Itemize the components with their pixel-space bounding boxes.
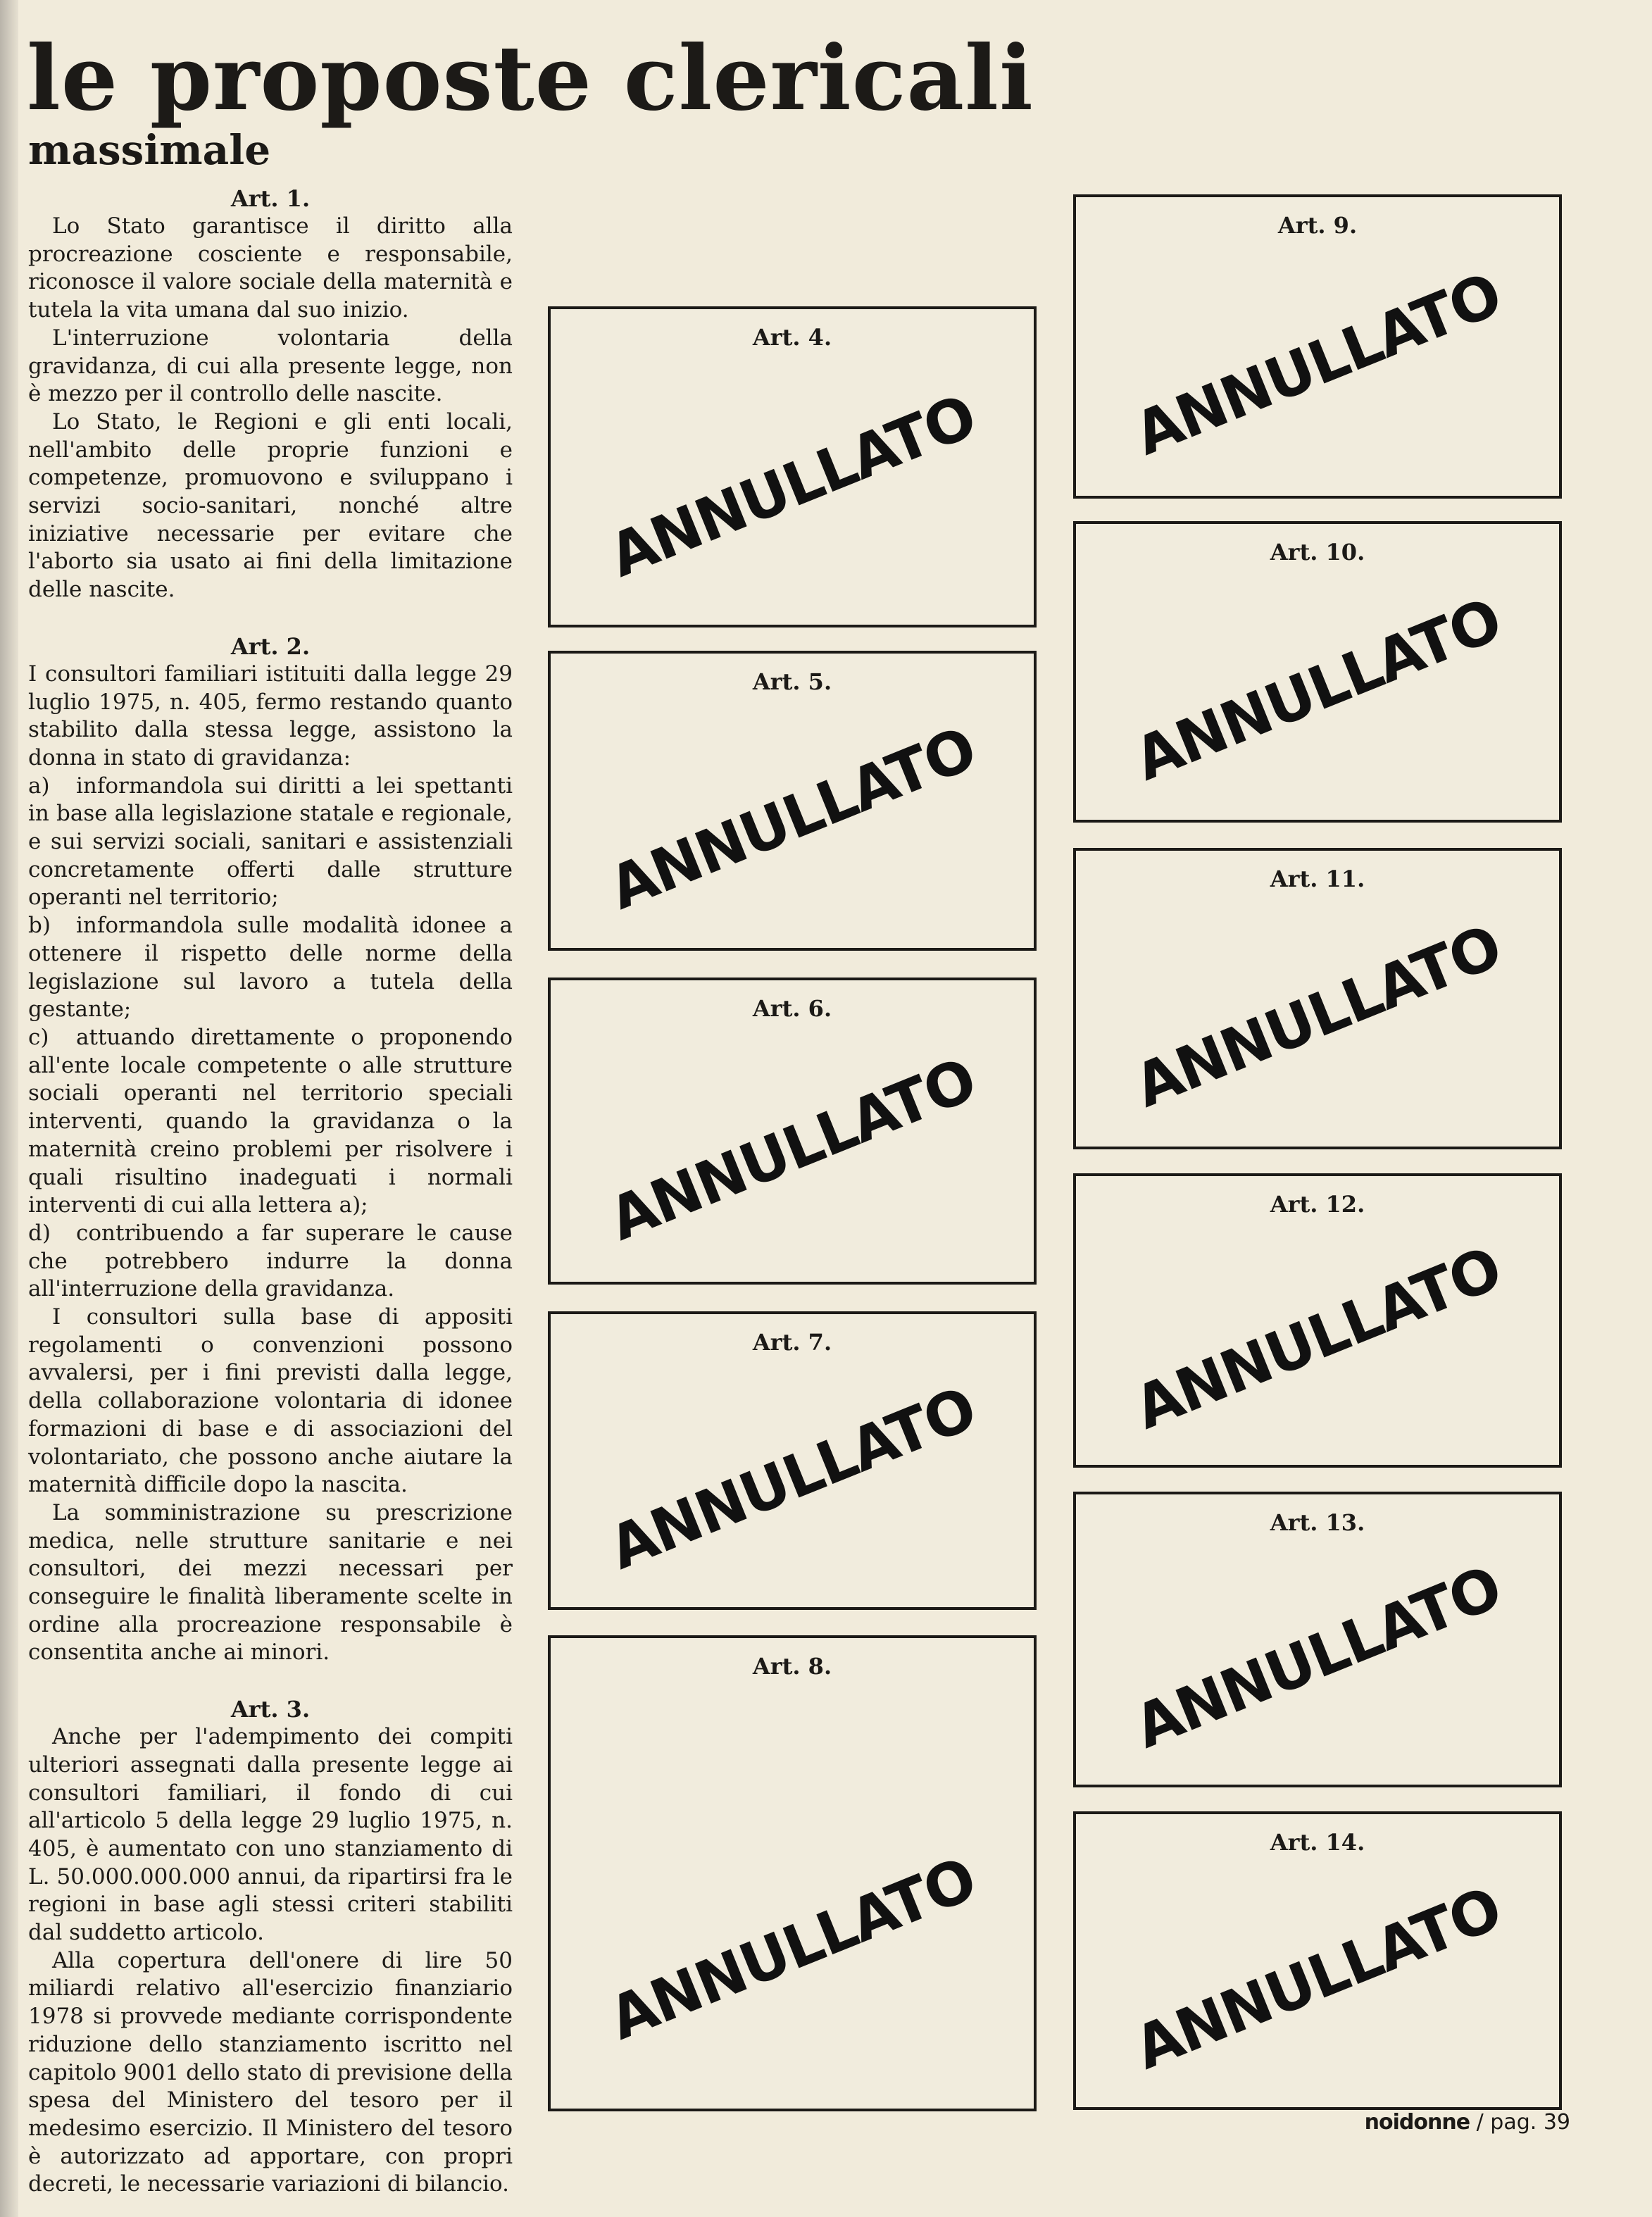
annullato-stamp: ANNULLATO <box>599 381 985 591</box>
annullato-stamp: ANNULLATO <box>1125 911 1510 1121</box>
article-heading-1: Art. 1. <box>230 185 311 212</box>
list-letter: a) <box>28 773 50 799</box>
annulled-article-box <box>548 1635 1037 2111</box>
article-2-intro: I consultori familiari istituiti dalla legge 29 luglio 1975, n. 405, fermo restando quanto stabilito dalla stessa legge, assistono la donna in stato di gravidanza: <box>28 661 513 770</box>
article-1-paragraph: L'interruzione volontaria della gravidanza, di cui alla presente legge, non è mezzo per il controllo delle nascite. <box>28 325 513 407</box>
article-2-item-c <box>28 1024 513 1220</box>
annulled-article-box <box>548 1311 1037 1610</box>
article-2-paragraph: La somministrazione su prescrizione medica, nelle strutture sanitarie e nei consultori, dei mezzi necessari per conseguire le finalità liberamente scelte in ordine alla procreazione responsabile è consentita anche ai minori. <box>28 1499 513 1666</box>
annulled-article-box <box>1073 848 1562 1149</box>
box-heading: Art. 5. <box>752 668 832 695</box>
annullato-stamp: ANNULLATO <box>599 713 985 923</box>
annullato-stamp: ANNULLATO <box>1125 259 1510 469</box>
annullato-stamp: ANNULLATO <box>1125 1873 1510 2083</box>
list-letter: b) <box>28 913 51 939</box>
annullato-stamp: ANNULLATO <box>1125 1233 1510 1443</box>
box-heading: Art. 7. <box>752 1329 832 1356</box>
article-3-paragraph: Anche per l'adempimento dei compiti ulteriori assegnati dalla presente legge ai consultori familiari, il fondo di cui all'articolo 5 della legge 29 luglio 1975, n. 405, è aumentato con uno stanziamento di L. 50.000.000.000 annui, da ripartirsi fra le regioni in base agli stessi criteri stabiliti dal suddetto articolo. <box>28 1724 513 1946</box>
box-heading: Art. 8. <box>752 1653 832 1680</box>
magazine-name: noidonne <box>1364 2110 1470 2135</box>
list-letter: d) <box>28 1220 51 1246</box>
box-heading: Art. 14. <box>1270 1829 1365 1856</box>
list-text: informandola sui diritti a lei spettanti in base alla legislazione statale e regionale, e sui servizi sociali, sanitari e assistenziali concretamente offerti dalle strutture operanti nel territorio; <box>28 773 513 911</box>
list-text: contribuendo a far superare le cause che potrebbero indurre la donna all'interruzione della gravidanza. <box>28 1220 513 1302</box>
article-2-item-a <box>28 773 513 913</box>
annulled-article-box <box>1073 194 1562 499</box>
list-text: attuando direttamente o proponendo all'ente locale competente o alle strutture sociali operanti nel territorio speciali interventi, quando la gravidanza o la maternità creino problemi per risolvere i quali risultino inadeguati i normali interventi di cui alla lettera a); <box>28 1024 513 1218</box>
annullato-stamp: ANNULLATO <box>599 1844 985 2054</box>
list-text: informandola sulle modalità idonee a ottenere il rispetto delle norme della legislazione sul lavoro a tutela della gestante; <box>28 913 513 1023</box>
box-heading: Art. 6. <box>752 995 832 1022</box>
list-letter: c) <box>28 1024 49 1050</box>
box-heading: Art. 4. <box>752 324 832 351</box>
page-footer <box>1365 2110 1570 2135</box>
box-heading: Art. 11. <box>1270 866 1365 892</box>
text-column-left <box>28 185 513 2199</box>
article-heading-3: Art. 3. <box>230 1696 311 1723</box>
article-2-item-d <box>28 1220 513 1304</box>
article-2-item-b <box>28 912 513 1024</box>
box-heading: Art. 12. <box>1270 1191 1365 1218</box>
footer-separator: / <box>1476 2110 1484 2135</box>
article-1-paragraph: Lo Stato garantisce il diritto alla procreazione cosciente e responsabile, riconosce il valore sociale della maternità e tutela la vita umana dal suo inizio. <box>28 213 513 323</box>
annulled-article-box <box>548 978 1037 1285</box>
annullato-stamp: ANNULLATO <box>1125 585 1510 794</box>
annulled-article-box <box>1073 1811 1562 2110</box>
article-1-paragraph: Lo Stato, le Regioni e gli enti locali, nell'ambito delle proprie funzioni e competenze, promuovono e sviluppano i servizi socio-sanitari, nonché altre iniziative necessarie per evitare che l'aborto sia usato ai fini della limitazione delle nascite. <box>28 408 513 603</box>
box-heading: Art. 9. <box>1277 212 1358 239</box>
page-number: pag. 39 <box>1490 2110 1570 2135</box>
annullato-stamp: ANNULLATO <box>599 1044 985 1254</box>
page-subtitle: massimale <box>28 126 271 174</box>
annulled-article-box <box>1073 1492 1562 1787</box>
annulled-article-box <box>1073 521 1562 823</box>
box-heading: Art. 10. <box>1270 539 1365 566</box>
annullato-stamp: ANNULLATO <box>1125 1552 1510 1762</box>
annullato-stamp: ANNULLATO <box>599 1373 985 1583</box>
article-heading-2: Art. 2. <box>230 632 311 660</box>
annulled-article-box <box>548 306 1037 627</box>
annulled-article-box <box>548 651 1037 951</box>
box-heading: Art. 13. <box>1270 1509 1365 1536</box>
annulled-article-box <box>1073 1173 1562 1468</box>
page-title: le proposte clericali <box>27 26 1034 130</box>
article-3-paragraph: Alla copertura dell'onere di lire 50 miliardi relativo all'esercizio finanziario 1978 si provvede mediante corrispondente riduzione dello stanziamento iscritto nel capitolo 9001 dello stato di previsione della spesa del Ministero del tesoro per il medesimo esercizio. Il Ministero del tesoro è autorizzato ad apportare, con propri decreti, le necessarie variazioni di bilancio. <box>28 1947 513 2197</box>
article-2-paragraph: I consultori sulla base di appositi regolamenti o convenzioni possono avvalersi, per i fini previsti dalla legge, della collaborazione volontaria di idonee formazioni di base e di associazioni del volontariato, che possono anche aiutare la maternità difficile dopo la nascita. <box>28 1304 513 1498</box>
page-left-edge <box>0 0 18 2217</box>
